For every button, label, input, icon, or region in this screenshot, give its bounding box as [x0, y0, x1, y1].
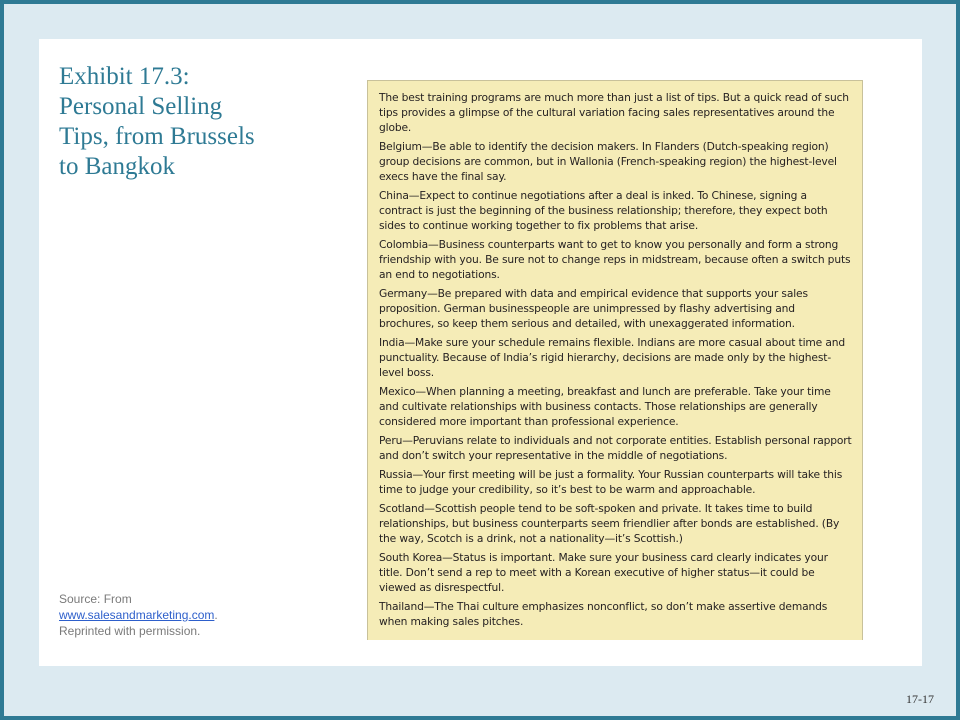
tip-text: Peruvians relate to individuals and not corporate entities. Establish personal rapport and don’t switch your representative in the middle of negotiations.: [379, 434, 852, 462]
tip-country: India: [379, 336, 405, 349]
title-line: Exhibit 17.3:: [59, 63, 190, 90]
tip-country: Mexico: [379, 385, 416, 398]
title-line: Tips, from Brussels: [59, 123, 255, 150]
tip-country: Scotland: [379, 502, 425, 515]
tip-mexico: Mexico—When planning a meeting, breakfast and lunch are preferable. Take your time and cultivate relationships with business contacts. Those relationships are generally considered more important than professional experience.: [379, 385, 831, 428]
tip-text: Business counterparts want to get to know you personally and form a strong friendship with you. Be sure not to change reps in midstream, because often a switch puts an end to negotiations.: [379, 238, 851, 281]
source-link-period: .: [214, 608, 218, 622]
slide-title: [59, 62, 289, 182]
tip-text: Expect to continue negotiations after a deal is inked. To Chinese, signing a contract is just the beginning of the business relationship; therefore, they expect both sides to continue working together to fix problems that arise.: [379, 189, 828, 232]
tip-text: Status is important. Make sure your business card clearly indicates your title. Don’t send a rep to meet with a Korean executive of higher status—it could be viewed as disrespectful.: [379, 551, 828, 594]
tip-russia: Russia—Your first meeting will be just a formality. Your Russian counterparts will take this time to judge your credibility, so it’s best to be warm and approachable.: [379, 468, 843, 496]
tip-country: Russia: [379, 468, 413, 481]
page-number: 17-17: [906, 692, 934, 706]
tip-text: Your first meeting will be just a formality. Your Russian counterparts will take this time to judge your credibility, so it’s best to be warm and approachable.: [379, 468, 843, 496]
tip-text: Scottish people tend to be soft-spoken and private. It takes time to build relationships, but business counterparts seem friendlier after bonds are established. (By the way, Scotch is a drink, not a nationality—it’s Scottish.): [379, 502, 840, 545]
tips-list: [379, 139, 852, 629]
tip-china: China—Expect to continue negotiations after a deal is inked. To Chinese, signing a contract is just the beginning of the business relationship; therefore, they expect both sides to continue working together to fix problems that arise.: [379, 189, 828, 232]
tip-scotland: Scotland—Scottish people tend to be soft-spoken and private. It takes time to build relationships, but business counterparts seem friendlier after bonds are established. (By the way, Scotch is a drink, not a nationality—it’s Scottish.): [379, 502, 840, 545]
tip-peru: Peru—Peruvians relate to individuals and not corporate entities. Establish personal rapport and don’t switch your representative in the middle of negotiations.: [379, 434, 852, 462]
tip-thailand: Thailand—The Thai culture emphasizes nonconflict, so don’t make assertive demands when making sales pitches.: [379, 600, 828, 628]
exhibit-intro: The best training programs are much more than just a list of tips. But a quick read of such tips provides a glimpse of the cultural variation facing sales representatives around the globe.: [379, 91, 849, 134]
source-suffix: Reprinted with permission.: [59, 624, 201, 638]
tip-country: Peru: [379, 434, 403, 447]
tip-country: Belgium: [379, 140, 422, 153]
tip-country: Germany: [379, 287, 428, 300]
tip-india: India—Make sure your schedule remains flexible. Indians are more casual about time and punctuality. Because of India’s rigid hierarchy, decisions are made only by the highest-level boss.: [379, 336, 846, 379]
tip-country: South Korea: [379, 551, 443, 564]
tip-belgium: Belgium—Be able to identify the decision makers. In Flanders (Dutch-speaking region) group decisions are common, but in Wallonia (French-speaking region) the highest-level execs have the final say.: [379, 140, 837, 183]
title-line: Personal Selling: [59, 93, 223, 120]
tip-colombia: Colombia—Business counterparts want to get to know you personally and form a strong friendship with you. Be sure not to change reps in midstream, because often a switch puts an end to negotiations.: [379, 238, 851, 281]
title-line: to Bangkok: [59, 153, 175, 180]
source-link[interactable]: www.salesandmarketing.com: [59, 608, 215, 622]
tip-text: Be able to identify the decision makers. In Flanders (Dutch-speaking region) group decisions are common, but in Wallonia (French-speaking region) the highest-level execs have the final say.: [379, 140, 837, 183]
tip-south-korea: South Korea—Status is important. Make sure your business card clearly indicates your title. Don’t send a rep to meet with a Korean executive of higher status—it could be viewed as disrespectful.: [379, 551, 828, 594]
tip-country: China: [379, 189, 409, 202]
tip-text: When planning a meeting, breakfast and lunch are preferable. Take your time and cultivate relationships with business contacts. Those relationships are generally considered more important than professional experience.: [379, 385, 831, 428]
source-prefix: Source: From: [59, 592, 132, 606]
tip-text: Be prepared with data and empirical evidence that supports your sales proposition. German businesspeople are unimpressed by flashy advertising and brochures, so keep them serious and detailed, with unexaggerated information.: [379, 287, 808, 330]
tip-country: Thailand: [379, 600, 424, 613]
tip-germany: Germany—Be prepared with data and empirical evidence that supports your sales proposition. German businesspeople are unimpressed by flashy advertising and brochures, so keep them serious and detailed, with unexaggerated information.: [379, 287, 808, 330]
source-note: [59, 591, 339, 639]
tip-text: The Thai culture emphasizes nonconflict, so don’t make assertive demands when making sales pitches.: [379, 600, 828, 628]
exhibit-tips-box: [367, 80, 863, 640]
tip-country: Colombia: [379, 238, 429, 251]
tip-text: Make sure your schedule remains flexible. Indians are more casual about time and punctuality. Because of India’s rigid hierarchy, decisions are made only by the highest-level boss.: [379, 336, 846, 379]
